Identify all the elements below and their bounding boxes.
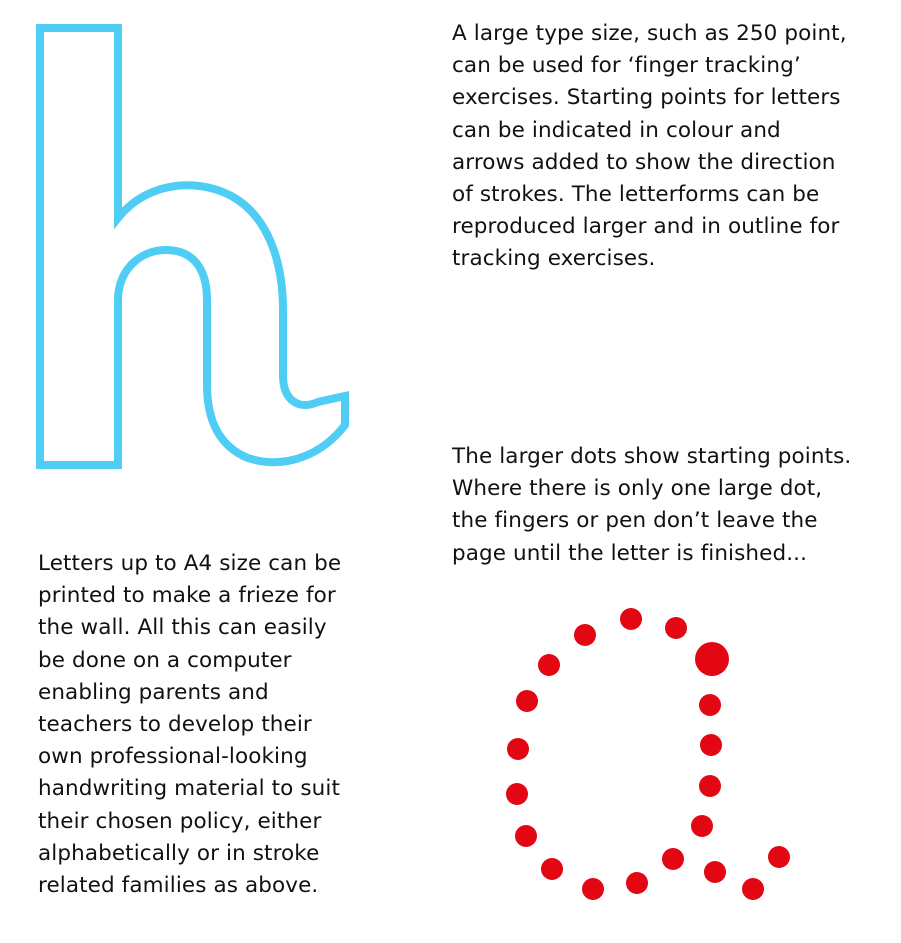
trace-dot	[582, 878, 604, 900]
trace-dot	[620, 608, 642, 630]
dotted-letter-a	[490, 595, 810, 915]
trace-dot	[506, 783, 528, 805]
trace-dot	[704, 861, 726, 883]
trace-dot	[691, 815, 713, 837]
trace-dot	[699, 694, 721, 716]
trace-dot	[574, 624, 596, 646]
trace-dot	[541, 858, 563, 880]
start-dot	[695, 642, 729, 676]
trace-dot	[699, 775, 721, 797]
trace-dot	[515, 825, 537, 847]
outline-letter-h	[0, 0, 360, 480]
starting-points-paragraph: The larger dots show starting points. Where there is only one large dot, the fingers or pen don’t leave the page until the letter is finished...	[452, 444, 852, 566]
trace-dot	[768, 846, 790, 868]
trace-dot	[538, 654, 560, 676]
trace-dot	[665, 617, 687, 639]
trace-dot	[626, 872, 648, 894]
trace-dot	[516, 690, 538, 712]
trace-dot	[742, 878, 764, 900]
trace-dot	[662, 848, 684, 870]
finger-tracking-paragraph: A large type size, such as 250 point, can be used for ‘finger tracking’ exercises. Starting points for letters can be indicated in colour and arrows added to show the direction of strokes. The letterforms can be reproduced larger and in outline for tracking exercises.	[452, 21, 847, 272]
trace-dot	[507, 738, 529, 760]
letter-h-outline	[40, 28, 345, 465]
trace-dot	[700, 734, 722, 756]
frieze-paragraph: Letters up to A4 size can be printed to make a frieze for the wall. All this can easily be done on a computer enabling parents and teachers to develop their own professional-looking handwriting material to suit their chosen policy, either alphabetically or in stroke related families as above.	[38, 551, 342, 899]
